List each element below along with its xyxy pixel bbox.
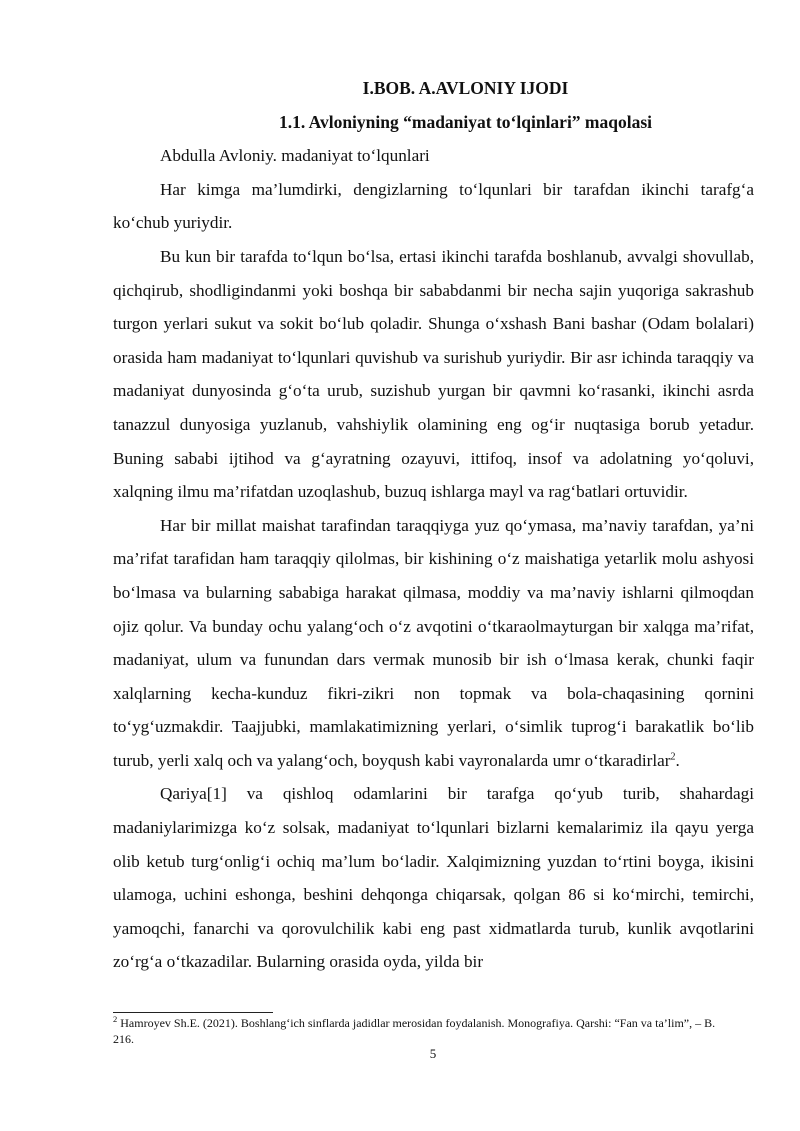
- paragraph-waves: Har kimga ma’lumdirki, dengizlarning to‘lqunlari bir tarafdan ikinchi tarafg‘a ko‘chub yuriydir.: [113, 179, 754, 233]
- section-title: 1.1. Avloniyning “madaniyat to‘lqinlari” maqolasi: [278, 111, 653, 132]
- footnote-separator: [113, 1012, 273, 1013]
- footnote-mark: 2: [113, 1014, 118, 1024]
- paragraph-maishat: [113, 509, 754, 778]
- paragraph-bani-bashar: Bu kun bir tarafda to‘lqun bo‘lsa, ertasi ikinchi tarafda boshlanub, avvalgi shovullab, qichqirub, shodligindanmi yoki boshqa bir sababdanmi bir necha sajin yuqoriga sakrashub turgon yerlari sukut va sokit bo‘lub qoladir. Shunga o‘xshash Bani bashar (Odam bolalari) orasida ham madaniyat to‘lqunlari quvishub va surishub yuriydir. Bir asr ichinda taraqqiy va madaniyat dunyosinda g‘o‘ta urub, suzishub yurgan bir qavmni ko‘rasanki, ikinchi asrda tanazzul dunyosiga yuzlanub, vahshiylik olamining eng og‘ir nuqtasiga borub yetadur. Buning sababi ijtihod va g‘ayratning ozayuvi, ittifoq, insof va adolatning yo‘qoluvi, xalqning ilmu ma’rifatdan uzoqlashub, buzuq ishlarga mayl va rag‘batlari ortuvidir.: [113, 246, 754, 502]
- paragraph-author-title: Abdulla Avloniy. madaniyat to‘lqunlari: [160, 146, 430, 166]
- footnote-text: Hamroyev Sh.E. (2021). Boshlang‘ich sinflarda jadidlar merosidan foydalanish. Monografiya. Qarshi: “Fan va ta’lim”, – B. 216.: [113, 1016, 716, 1046]
- paragraph-qariya: Qariya[1] va qishloq odamlarini bir tarafga qo‘yub turib, shahardagi madaniylarimizga ko‘z solsak, madaniyat to‘lqunlari bizlarni kemalarimiz ila qayu yerga olib ketub turg‘onlig‘i ochiq ma’lum bo‘ladir. Xalqimizning yuzdan to‘rtini boyga, ikisini ulamoga, uchini eshonga, beshini dehqonga chiqarsak, qolgan 86 si ko‘mirchi, temirchi, yamoqchi, fanarchi va qorovulchilik kabi eng past xidmatlarda turub, kunlik avqotlarini zo‘rg‘a o‘tkazadilar. Bularning orasida oyda, yilda bir: [113, 784, 754, 972]
- chapter-title: I.BOB. A.AVLONIY IJODI: [362, 78, 569, 98]
- paragraph-maishat-end: .: [675, 750, 680, 770]
- footnote-reference[interactable]: 2: [670, 751, 676, 763]
- footnote: [113, 1016, 733, 1047]
- paragraph-maishat-text: Har bir millat maishat tarafindan taraqqiyga yuz qo‘ymasa, ma’naviy tarafdan, ya’ni ma’rifat tarafidan ham taraqqiy qilolmas, bir kishining o‘z maishatiga yetarlik molu ashyosi bo‘lmasa va bularning sababiga harakat qilmasa, moddiy va ma’naviy ishlarni qilmoqdan ojiz qolur. Va bunday ochu yalang‘och o‘z avqotini o‘tkaraolmayturgan bir xalqga ma’rifat, madaniyat, ulum va funundan dars vermak munosib bir ish o‘lmasa kerak, chunki faqir xalqlarning kecha-kunduz fikri-zikri non topmak va bola-chaqasining qornini to‘yg‘uzmakdir. Taajjubki, mamlakatimizning yerlari, o‘simlik tuprog‘i barakatlik bo‘lib turub, yerli xalq och va yalang‘och, boyqush kabi vayronalarda umr o‘tkaradirlar: [113, 515, 754, 770]
- page-number: 5: [429, 1046, 437, 1061]
- page-body: [113, 72, 754, 979]
